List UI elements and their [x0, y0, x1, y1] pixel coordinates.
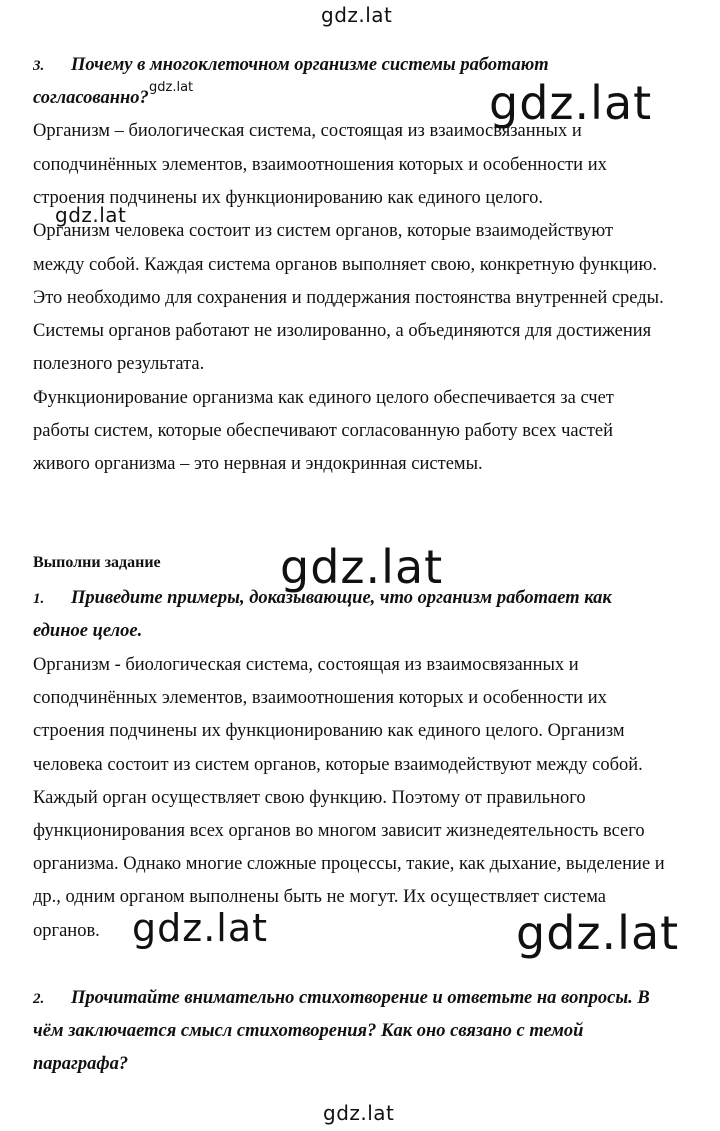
task-2-text: Прочитайте внимательно стихотворение и ответьте на вопросы. В — [71, 988, 650, 1008]
answer-3-line: Системы органов работают не изолированно, а объединяются для достижения — [33, 321, 652, 341]
task-1-line-1 — [33, 589, 612, 608]
question-3-line-2: согласованно? — [33, 88, 149, 108]
question-3-text: Почему в многоклеточном организме системы работают — [71, 55, 549, 75]
answer-3-line: полезного результата. — [33, 354, 205, 374]
answer-1-line: организма. Однако многие сложные процессы, такие, как дыхание, выделение и — [33, 854, 665, 874]
task-1-text: Приведите примеры, доказывающие, что организм работает как — [71, 588, 612, 608]
watermark-tiny: gdz.lat — [149, 80, 194, 95]
answer-1-line: соподчинённых элементов, взаимоотношения которых и особенности их — [33, 688, 607, 708]
answer-1-line: Каждый орган осуществляет свою функцию. Поэтому от правильного — [33, 788, 586, 808]
answer-1-line: строения подчинены их функционированию как единого целого. Организм — [33, 721, 625, 741]
watermark-right-top: gdz.lat — [489, 76, 653, 130]
answer-3-line: строения подчинены их функционированию как единого целого. — [33, 188, 543, 208]
section-heading: Выполни задание — [33, 554, 161, 571]
answer-1-line: функционирования всех органов во многом зависит жизнедеятельность всего — [33, 821, 645, 841]
answer-3-line: Организм человека состоит из систем органов, которые взаимодействуют — [33, 221, 614, 241]
answer-3-line: Это необходимо для сохранения и поддержания постоянства внутренней среды. — [33, 288, 664, 308]
answer-3-line: между собой. Каждая система органов выполняет свою, конкретную функцию. — [33, 255, 657, 275]
answer-3-line: Функционирование организма как единого целого обеспечивается за счет — [33, 388, 614, 408]
task-2-line-3: параграфа? — [33, 1054, 129, 1074]
answer-3-line: соподчинённых элементов, взаимоотношения которых и особенности их — [33, 155, 607, 175]
watermark-top: gdz.lat — [321, 3, 393, 27]
question-3-number: 3. — [33, 58, 45, 74]
answer-1-line: органов. — [33, 921, 100, 941]
watermark-right-bottom: gdz.lat — [516, 906, 680, 960]
answer-1-line: Организм - биологическая система, состоящая из взаимосвязанных и — [33, 655, 579, 675]
question-3-line-1 — [33, 56, 549, 75]
task-2-line-2: чём заключается смысл стихотворения? Как оно связано с темой — [33, 1021, 584, 1041]
watermark-small-left: gdz.lat — [55, 203, 127, 227]
task-1-number: 1. — [33, 591, 45, 607]
answer-3-line: живого организма – это нервная и эндокринная системы. — [33, 454, 483, 474]
task-2-number: 2. — [33, 991, 45, 1007]
watermark-bottom: gdz.lat — [323, 1101, 395, 1125]
watermark-center: gdz.lat — [280, 540, 444, 594]
watermark-mid-left-bottom: gdz.lat — [132, 906, 269, 950]
answer-3-line: Организм – биологическая система, состоящая из взаимосвязанных и — [33, 121, 582, 141]
answer-3-line: работы систем, которые обеспечивают согласованную работу всех частей — [33, 421, 614, 441]
answer-1-line: человека состоит из систем органов, которые взаимодействуют между собой. — [33, 755, 643, 775]
task-2-line-1 — [33, 989, 650, 1008]
task-1-line-2: единое целое. — [33, 621, 143, 641]
answer-1-line: др., одним органом выполнены быть не могут. Их осуществляет система — [33, 887, 607, 907]
